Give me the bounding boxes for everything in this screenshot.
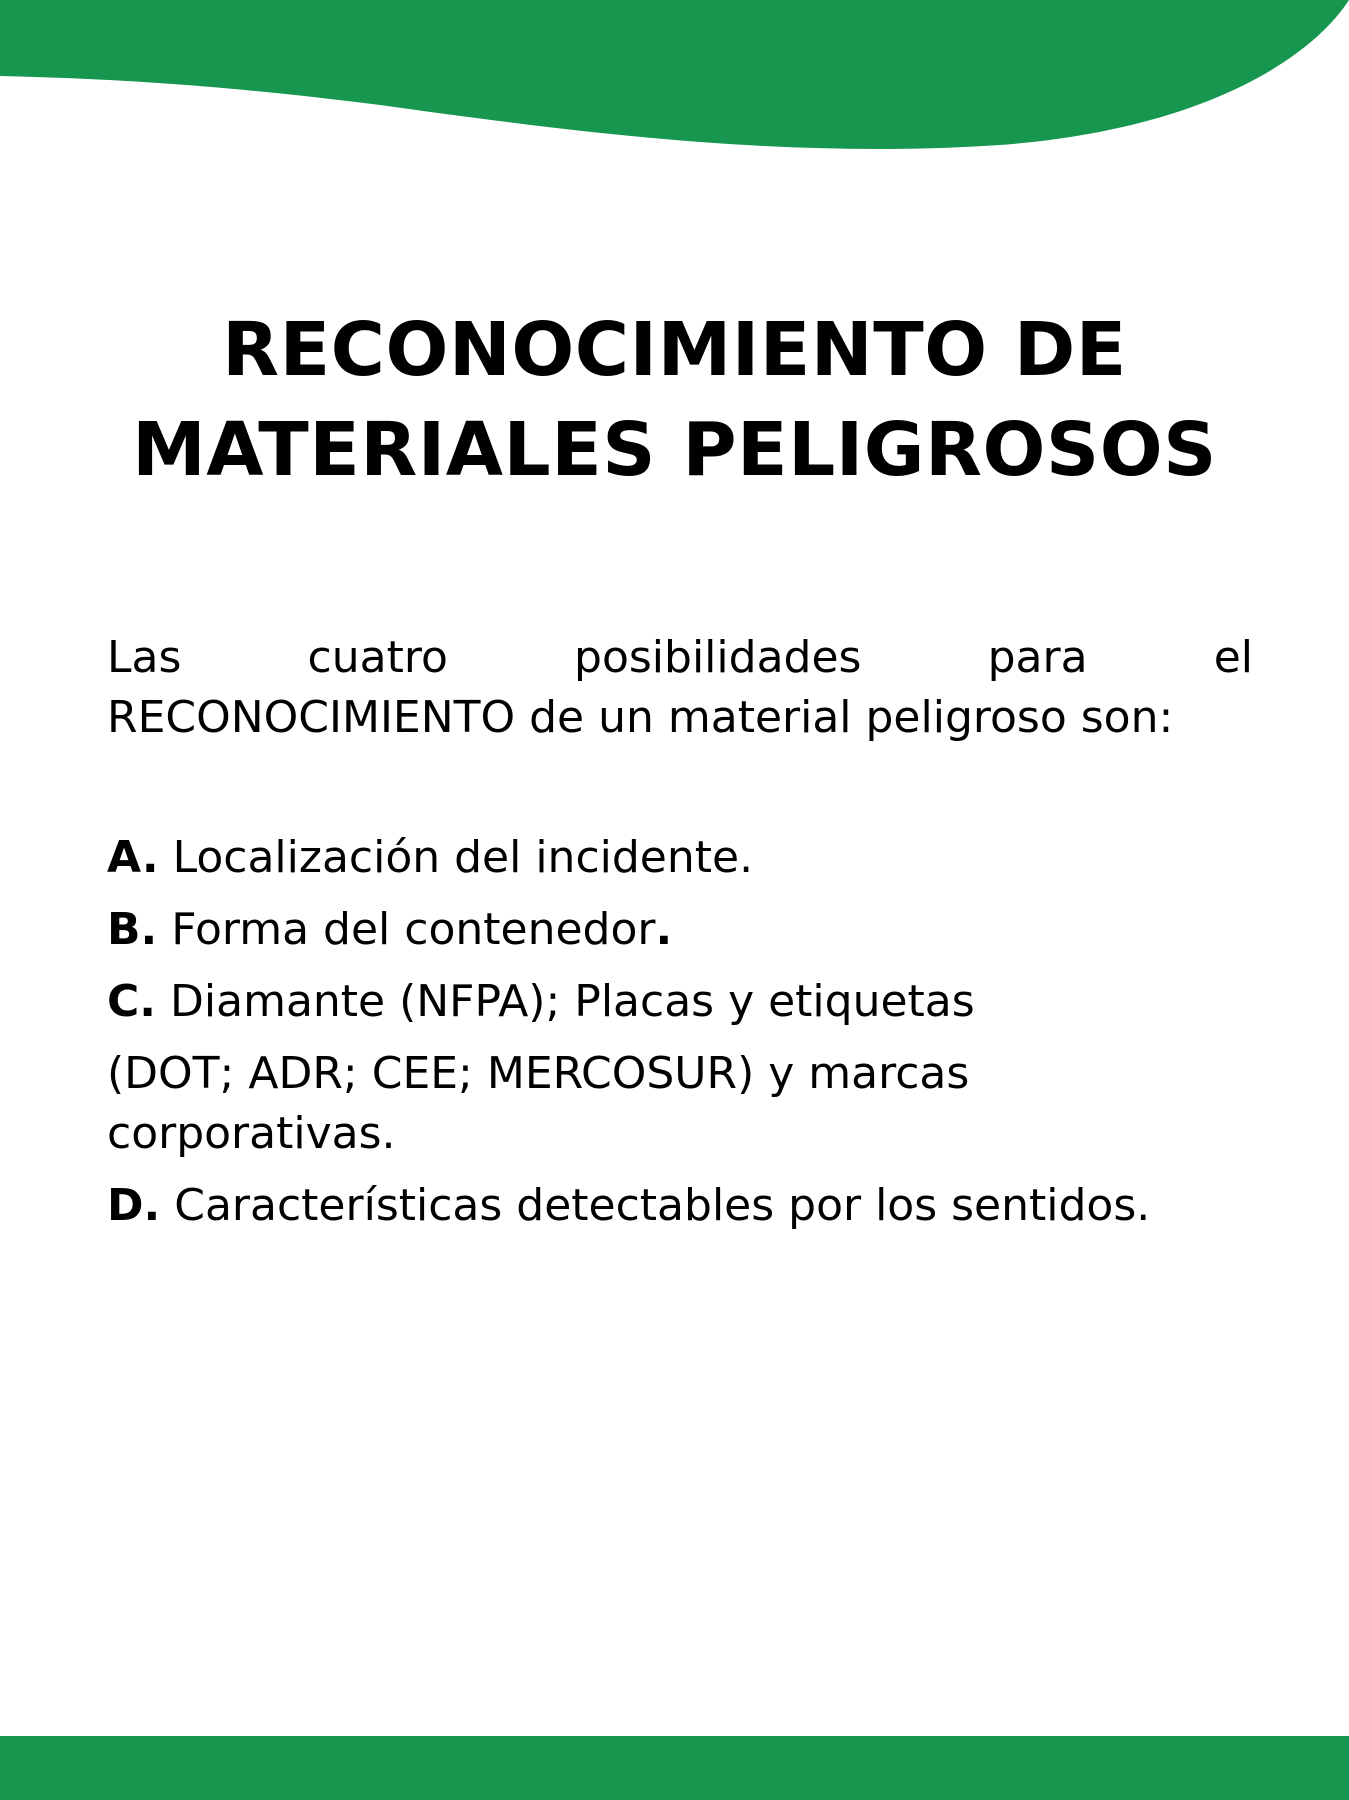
list-item-b xyxy=(107,900,1253,960)
list-item-c xyxy=(107,972,1253,1032)
item-text: Características detectables por los sentidos. xyxy=(174,1180,1151,1231)
list-item-c-continuation: (DOT; ADR; CEE; MERCOSUR) y marcas corporativas. xyxy=(107,1048,970,1159)
top-green-wave xyxy=(0,0,1349,160)
intro-word: posibilidades xyxy=(574,632,862,683)
intro-word: cuatro xyxy=(307,632,448,683)
list-item-d xyxy=(107,1176,1253,1236)
item-text: Forma del contenedor xyxy=(171,904,656,955)
content-body xyxy=(107,628,1253,1248)
intro-line-2: RECONOCIMIENTO de un material peligroso son: xyxy=(107,692,1174,743)
item-letter: A. xyxy=(107,832,159,883)
intro-word: Las xyxy=(107,632,182,683)
list-item-a xyxy=(107,828,1253,888)
item-text: Localización del incidente. xyxy=(172,832,754,883)
intro-word: el xyxy=(1213,632,1253,683)
title-line-2: MATERIALES PELIGROSOS xyxy=(132,407,1217,493)
intro-word: para xyxy=(987,632,1088,683)
item-letter: D. xyxy=(107,1180,161,1231)
bottom-green-band xyxy=(0,1736,1349,1800)
item-text: Diamante (NFPA); Placas y etiquetas xyxy=(170,976,975,1027)
intro-line-1 xyxy=(107,628,1253,688)
item-end-period: . xyxy=(655,904,673,955)
item-letter: C. xyxy=(107,976,157,1027)
intro-paragraph xyxy=(107,628,1253,748)
item-letter: B. xyxy=(107,904,158,955)
page-title xyxy=(60,300,1289,500)
title-line-1: RECONOCIMIENTO DE xyxy=(222,307,1127,393)
